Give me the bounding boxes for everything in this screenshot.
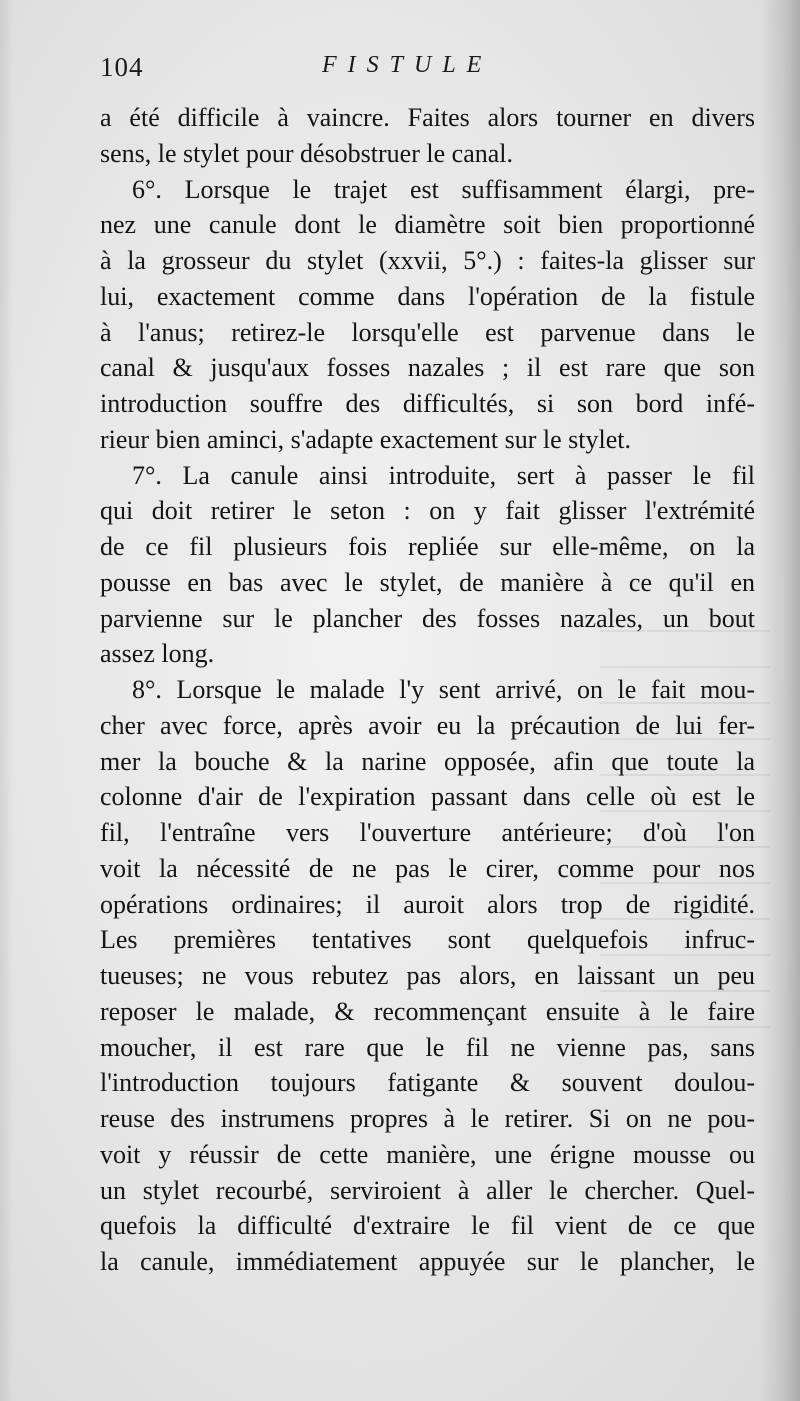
text-line: opérations ordinaires; il auroit alors trop de rigidité.: [100, 889, 755, 919]
text-line: 6°. Lorsque le trajet est suffisamment élargi, pre-: [132, 174, 755, 204]
text-line: moucher, il est rare que le fil ne vienne pas, sans: [100, 1032, 755, 1062]
text-line: quefois la difficulté d'extraire le fil vient de ce que: [100, 1211, 755, 1241]
gutter-shadow: [0, 0, 14, 1401]
text-line: de ce fil plusieurs fois repliée sur elle-même, on la: [100, 532, 755, 561]
text-line: fil, l'entraîne vers l'ouverture antérieure; d'où l'on: [100, 818, 755, 847]
page-number: 104: [100, 52, 144, 82]
text-line: à l'anus; retirez-le lorsqu'elle est parvenue dans le: [100, 317, 755, 347]
text-line: colonne d'air de l'expiration passant dans celle où est le: [100, 782, 755, 812]
text-line: pousse en bas avec le stylet, de manière à ce qu'il en: [100, 567, 755, 597]
text-line: reuse des instrumens propres à le retirer. Si on ne pou-: [100, 1104, 755, 1133]
text-line: nez une canule dont le diamètre soit bien proportionné: [100, 210, 755, 240]
text-line: lui, exactement comme dans l'opération de la fistule: [100, 281, 755, 311]
text-line: parvienne sur le plancher des fosses nazales, un bout: [100, 603, 755, 633]
text-line: mer la bouche & la narine opposée, afin que toute la: [100, 746, 755, 776]
text-line: introduction souffre des difficultés, si son bord infé-: [100, 389, 755, 418]
body-text: [100, 100, 755, 1280]
text-line: tueuses; ne vous rebutez pas alors, en laissant un peu: [100, 961, 755, 990]
text-line: assez long.: [100, 639, 215, 669]
text-line: voit la nécessité de ne pas le cirer, comme pour nos: [100, 853, 755, 883]
page-heading: FISTULE: [322, 52, 493, 78]
text-line: 7°. La canule ainsi introduite, sert à passer le fil: [132, 460, 755, 490]
text-line: un stylet recourbé, serviroient à aller le chercher. Quel-: [100, 1175, 755, 1205]
text-line: 8°. Lorsque le malade l'y sent arrivé, on le fait mou-: [132, 675, 755, 704]
text-line: rieur bien aminci, s'adapte exactement sur le stylet.: [100, 424, 631, 454]
text-line: cher avec force, après avoir eu la précaution de lui fer-: [100, 710, 755, 740]
text-line: voit y réussir de cette manière, une érigne mousse ou: [100, 1139, 755, 1169]
running-head: [100, 52, 760, 86]
text-line: Les premières tentatives sont quelquefois infruc-: [100, 925, 755, 955]
text-line: l'introduction toujours fatigante & souvent doulou-: [100, 1068, 755, 1098]
text-line: reposer le malade, & recommençant ensuite à le faire: [100, 996, 755, 1026]
text-line: a été difficile à vaincre. Faites alors tourner en divers: [100, 103, 755, 132]
text-line: la canule, immédiatement appuyée sur le plancher, le: [100, 1247, 755, 1276]
text-line: sens, le stylet pour désobstruer le canal.: [100, 138, 513, 168]
text-line: qui doit retirer le seton : on y fait glisser l'extrémité: [100, 496, 755, 526]
text-line: canal & jusqu'aux fosses nazales ; il est rare que son: [100, 353, 755, 383]
text-line: à la grosseur du stylet (xxvii, 5°.) : faites-la glisser sur: [100, 246, 755, 275]
